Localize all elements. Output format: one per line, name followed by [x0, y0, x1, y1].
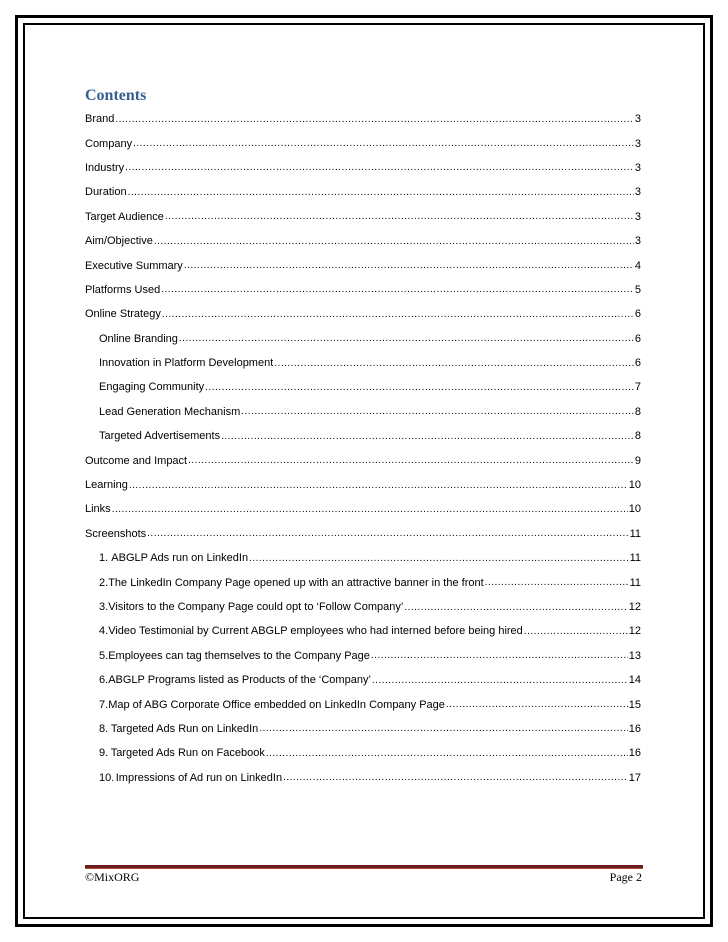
toc-entry-page: 8	[634, 430, 641, 443]
toc-leader-dots	[266, 748, 628, 759]
toc-entry[interactable]	[85, 400, 641, 424]
toc-entry-page: 3	[634, 235, 641, 248]
toc-entry-label: The LinkedIn Company Page opened up with an attractive banner in the front	[108, 576, 484, 589]
toc-entry-page: 3	[634, 113, 641, 126]
toc-entry-number: 2.	[99, 576, 109, 589]
toc-entry-number: 9.	[99, 747, 109, 760]
toc-entry-label: Employees can tag themselves to the Company Page	[108, 649, 370, 662]
toc-entry-page: 10	[628, 479, 641, 492]
toc-leader-dots	[283, 772, 628, 783]
toc-entry[interactable]	[85, 473, 641, 497]
toc-entry-label: Links	[85, 503, 111, 516]
toc-entry-label: Brand	[85, 113, 115, 126]
toc-entry-page: 16	[628, 747, 641, 760]
toc-leader-dots	[161, 284, 634, 295]
toc-entry-page: 12	[628, 601, 641, 613]
contents-heading: Contents	[85, 87, 147, 104]
toc-entry[interactable]	[85, 327, 641, 351]
toc-entry-page: 11	[629, 527, 641, 540]
toc-entry-page: 16	[628, 722, 641, 735]
toc-leader-dots	[274, 358, 634, 369]
toc-entry-label: Online Branding	[99, 332, 178, 345]
toc-entry[interactable]	[85, 253, 641, 277]
footer-copyright: ©MixORG	[85, 870, 140, 884]
toc-entry-label: Screenshots	[85, 527, 147, 540]
toc-entry-label: Innovation in Platform Development	[99, 357, 274, 370]
toc-entry[interactable]	[85, 595, 641, 619]
toc-entry-label: Targeted Ads Run on LinkedIn	[110, 722, 259, 735]
toc-entry-page: 6	[634, 332, 641, 345]
toc-entry[interactable]	[85, 448, 641, 472]
toc-entry[interactable]	[85, 668, 641, 692]
table-of-contents	[85, 107, 641, 790]
toc-entry[interactable]	[85, 766, 641, 790]
toc-entry-page: 3	[634, 210, 641, 223]
toc-entry-label: Platforms Used	[85, 283, 161, 296]
toc-entry-label: Executive Summary	[85, 259, 183, 272]
toc-leader-dots	[446, 699, 628, 710]
toc-entry[interactable]	[85, 570, 641, 594]
toc-entry-page: 6	[634, 308, 641, 321]
toc-leader-dots	[485, 577, 629, 588]
toc-entry[interactable]	[85, 205, 641, 229]
toc-entry-page: 5	[634, 283, 641, 296]
toc-entry[interactable]	[85, 741, 641, 765]
toc-leader-dots	[524, 626, 628, 637]
toc-entry-number: 7.	[99, 698, 109, 711]
toc-leader-dots	[147, 528, 628, 539]
toc-entry-page: 11	[629, 552, 641, 565]
toc-leader-dots	[125, 162, 634, 173]
toc-entry-label: Online Strategy	[85, 308, 161, 321]
toc-entry-number: 5.	[99, 649, 109, 662]
toc-entry-label: Target Audience	[85, 210, 164, 223]
toc-leader-dots	[129, 480, 628, 491]
toc-entry[interactable]	[85, 522, 641, 546]
toc-leader-dots	[188, 455, 634, 466]
toc-entry[interactable]	[85, 351, 641, 375]
toc-leader-dots	[154, 236, 634, 247]
toc-leader-dots	[249, 553, 629, 564]
toc-leader-dots	[128, 187, 634, 198]
toc-entry-page: 11	[629, 576, 641, 589]
toc-leader-dots	[179, 333, 634, 344]
toc-entry-label: Learning	[85, 479, 128, 492]
toc-entry-label: Engaging Community	[99, 381, 205, 394]
toc-entry[interactable]	[85, 644, 641, 668]
toc-leader-dots	[133, 138, 634, 149]
toc-leader-dots	[241, 406, 634, 417]
toc-entry-label: Company	[85, 137, 133, 150]
toc-entry[interactable]	[85, 302, 641, 326]
toc-entry-label: Lead Generation Mechanism	[99, 405, 241, 418]
toc-entry-number: 1.	[99, 552, 109, 565]
toc-entry-number: 8.	[99, 722, 109, 735]
toc-leader-dots	[165, 211, 634, 222]
toc-entry-page: 3	[634, 161, 641, 174]
toc-entry-page: 3	[634, 137, 641, 150]
toc-entry-label: Impressions of Ad run on LinkedIn	[115, 771, 283, 784]
toc-entry-page: 3	[634, 186, 641, 199]
toc-entry[interactable]	[85, 619, 641, 643]
toc-entry-number: 10.	[99, 771, 115, 784]
toc-entry-page: 17	[628, 771, 641, 784]
toc-entry-label: Aim/Objective	[85, 235, 153, 248]
toc-entry-page: 7	[634, 381, 641, 394]
toc-entry-page: 6	[634, 357, 641, 370]
toc-leader-dots	[184, 260, 634, 271]
toc-entry[interactable]	[85, 156, 641, 180]
toc-entry-label: Outcome and Impact	[85, 454, 188, 467]
toc-leader-dots	[371, 650, 628, 661]
toc-entry-page: 9	[634, 454, 641, 467]
toc-entry-label: ABGLP Ads run on LinkedIn	[111, 552, 249, 565]
toc-entry-page: 10	[628, 503, 641, 516]
toc-entry-number: 3.	[99, 601, 109, 613]
toc-entry[interactable]	[85, 375, 641, 399]
toc-entry-label: Targeted Ads Run on Facebook	[110, 747, 265, 760]
toc-entry-page: 13	[628, 649, 641, 662]
toc-entry-label: Industry	[85, 161, 125, 174]
toc-entry-page: 4	[634, 259, 641, 272]
toc-leader-dots	[115, 114, 634, 125]
toc-entry-label: Video Testimonial by Current ABGLP employees who had interned before being hired	[108, 625, 523, 638]
toc-leader-dots	[372, 675, 628, 686]
toc-leader-dots	[162, 309, 634, 320]
toc-entry-page: 14	[628, 674, 641, 687]
toc-entry-label: Visitors to the Company Page could opt to ‘Follow Company’	[108, 601, 404, 613]
footer-page-number: Page 2	[609, 870, 642, 884]
toc-entry-number: 4.	[99, 625, 109, 638]
toc-entry[interactable]	[85, 546, 641, 570]
toc-entry[interactable]	[85, 131, 641, 155]
toc-entry[interactable]	[85, 107, 641, 131]
toc-entry[interactable]	[85, 717, 641, 741]
toc-entry[interactable]	[85, 229, 641, 253]
toc-entry-number: 6.	[99, 674, 109, 687]
toc-entry[interactable]	[85, 424, 641, 448]
toc-entry-label: ABGLP Programs listed as Products of the ‘Company’	[108, 674, 371, 687]
footer-rule	[85, 865, 643, 869]
toc-entry-page: 15	[628, 698, 641, 711]
toc-entry[interactable]	[85, 180, 641, 204]
toc-leader-dots	[259, 723, 627, 734]
toc-leader-dots	[404, 602, 627, 613]
toc-entry-page: 8	[634, 405, 641, 418]
toc-leader-dots	[112, 504, 628, 515]
toc-entry-label: Map of ABG Corporate Office embedded on LinkedIn Company Page	[108, 698, 445, 711]
toc-entry-page: 12	[628, 625, 641, 638]
toc-leader-dots	[221, 431, 634, 442]
toc-entry[interactable]	[85, 692, 641, 716]
toc-entry[interactable]	[85, 497, 641, 521]
toc-entry[interactable]	[85, 278, 641, 302]
toc-leader-dots	[205, 382, 634, 393]
toc-entry-label: Duration	[85, 186, 127, 199]
toc-entry-label: Targeted Advertisements	[99, 430, 221, 443]
